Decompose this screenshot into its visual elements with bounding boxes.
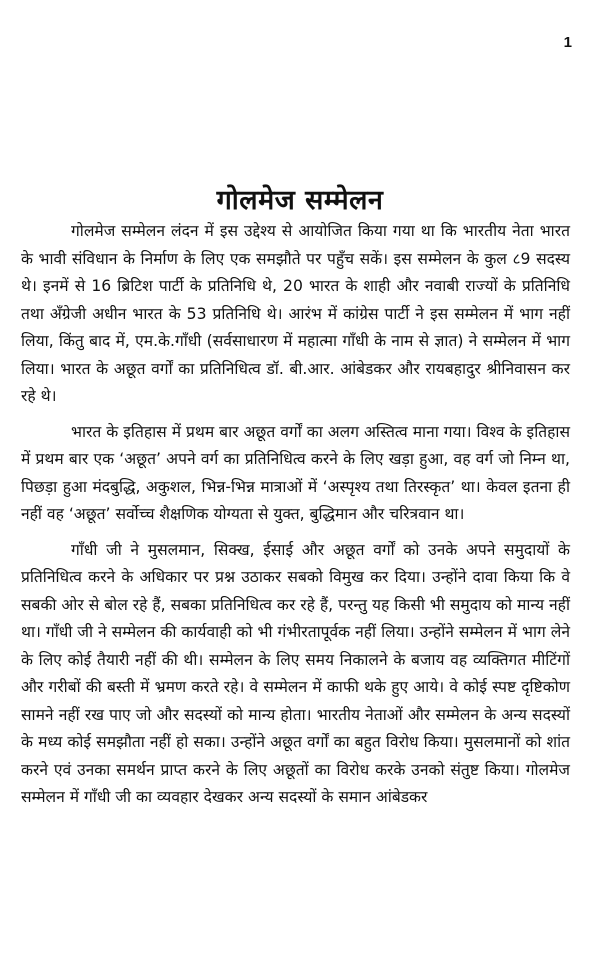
paragraph-2: भारत के इतिहास में प्रथम बार अछूत वर्गों का अलग अस्तित्व माना गया। विश्व के इतिहास में प्रथम बार एक ‘अछूत’ अपने वर्ग का प्रतिनिधित्व करने के लिए खड़ा हुआ, वह वर्ग जो निम्न था, पिछड़ा हुआ मंदबुद्धि, अकुशल, भिन्न-भिन्न मात्राओं में ‘अस्पृश्य तथा तिरस्कृत’ था। केवल इतना ही नहीं वह ‘अछूत’ सर्वोच्च शैक्षणिक योग्यता से युक्त, बुद्धिमान और चरित्रवान था। bbox=[21, 422, 570, 523]
paragraph-1: गोलमेज सम्मेलन लंदन में इस उद्देश्य से आयोजित किया गया था कि भारतीय नेता भारत के भावी संविधान के निर्माण के लिए एक समझौते पर पहुँच सकें। इस सम्मेलन के कुल ८9 सदस्य थे। इनमें से 16 ब्रिटिश पार्टी के प्रतिनिधि थे, 20 भारत के शाही और नवाबी राज्यों के प्रतिनिधि तथा अँग्रेजी अधीन भारत के 53 प्रतिनिधि थे। आरंभ में कांग्रेस पार्टी ने इस सम्मेलन में भाग नहीं लिया, किंतु बाद में, एम.के.गाँधी (सर्वसाधारण में महात्मा गाँधी के नाम से ज्ञात) ने सम्मेलन में भाग लिया। भारत के अछूत वर्गों का प्रतिनिधित्व डॉ. बी.आर. आंबेडकर और रायबहादुर श्रीनिवासन कर रहे थे। bbox=[21, 222, 570, 405]
paragraph-3: गाँधी जी ने मुसलमान, सिक्ख, ईसाई और अछूत वर्गों को उनके अपने समुदायों के प्रतिनिधित्व करने के अधिकार पर प्रश्न उठाकर सबको विमुख कर दिया। उन्होंने दावा किया कि वे सबकी ओर से बोल रहे हैं, सबका प्रतिनिधित्व कर रहे हैं, परन्तु यह किसी भी समुदाय को मान्य नहीं था। गाँधी जी ने सम्मेलन की कार्यवाही को भी गंभीरतापूर्वक नहीं लिया। उन्होंने सम्मेलन में भाग लेने के लिए कोई तैयारी नहीं की थी। सम्मेलन के लिए समय निकालने के बजाय वह व्यक्तिगत मीटिंगों और गरीबों की बस्ती में भ्रमण करते रहे। वे सम्मेलन में काफी थके हुए आये। वे कोई स्पष्ट दृष्टिकोण सामने नहीं रख पाए जो और सदस्यों को मान्य होता। भारतीय नेताओं और सम्मेलन के अन्य सदस्यों के मध्य कोई समझौता नहीं हो सका। उन्होंने अछूत वर्गों का बहुत विरोध किया। मुसलमानों को शांत करने एवं उनका समर्थन प्राप्त करने के लिए अछूतों का विरोध करके उनको संतुष्ट किया। गोलमेज सम्मेलन में गाँधी जी का व्यवहार देखकर अन्य सदस्यों के समान आंबेडकर bbox=[21, 540, 571, 806]
page-title: गोलमेज सम्मेलन bbox=[216, 185, 384, 217]
body-text bbox=[21, 218, 570, 812]
page-number: 1 bbox=[563, 34, 572, 51]
